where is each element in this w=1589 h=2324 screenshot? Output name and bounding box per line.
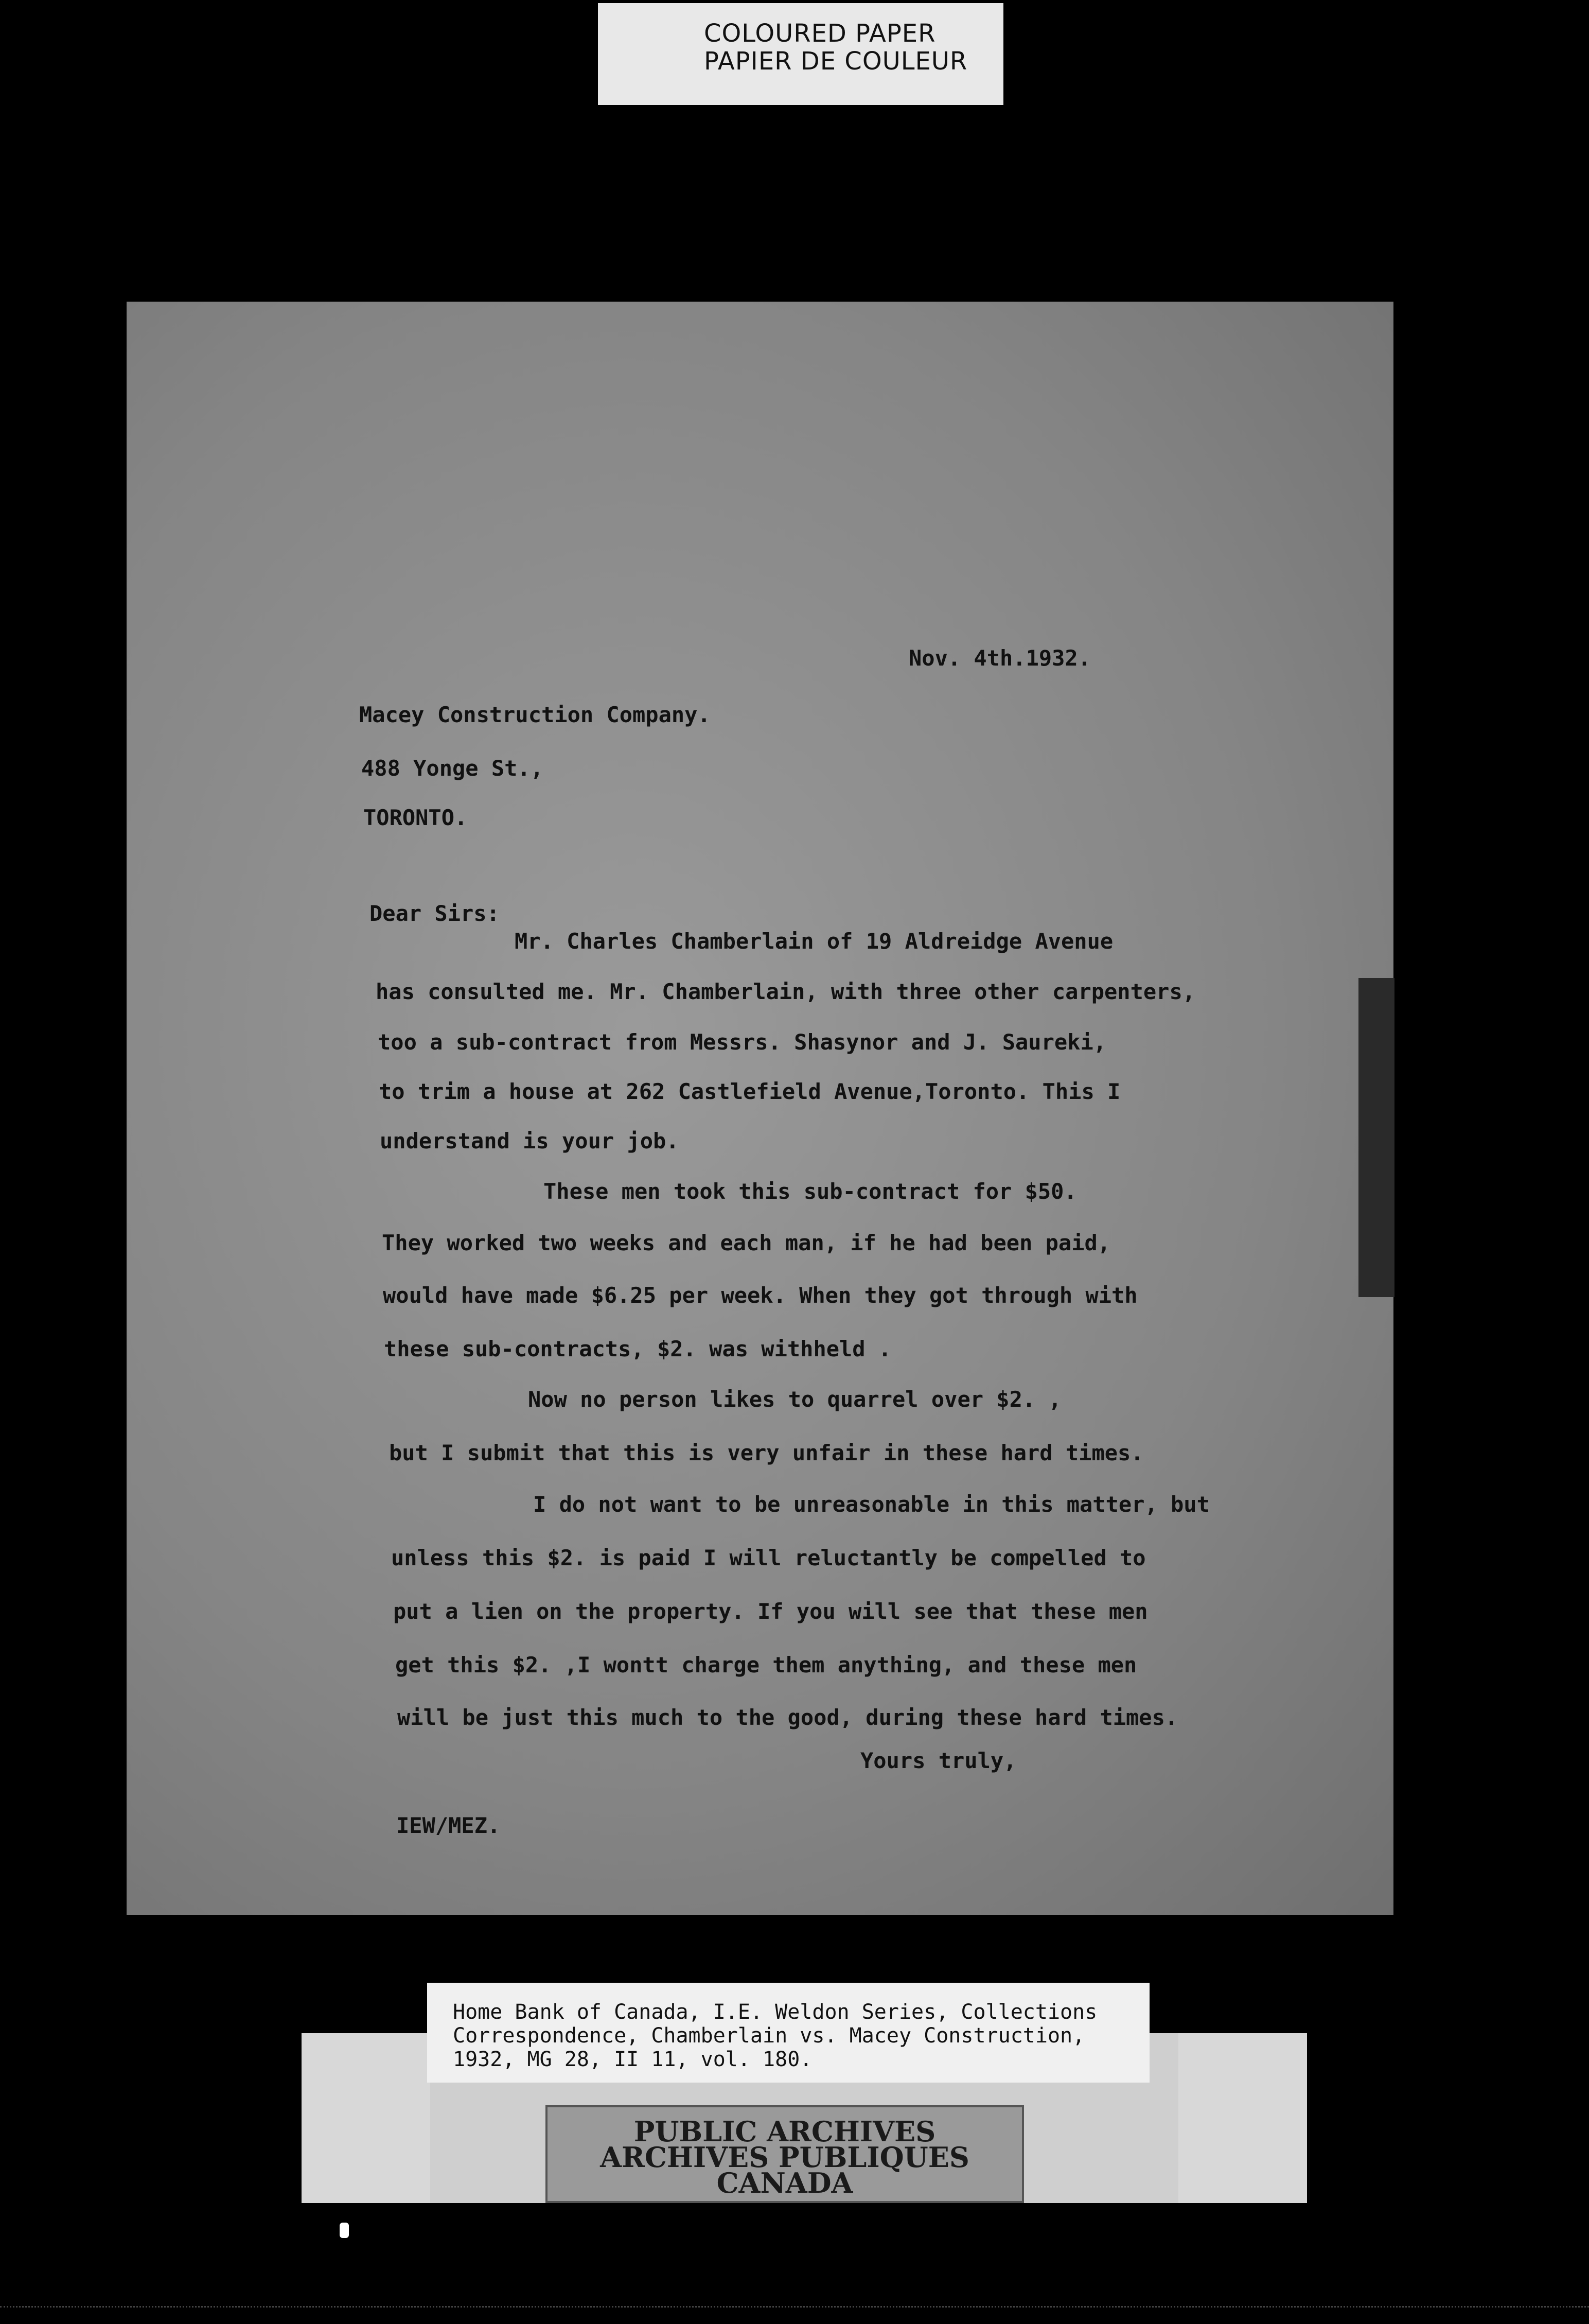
body-line: to trim a house at 262 Castlefield Avenue,Toronto. This I (379, 1079, 1121, 1104)
body-line: but I submit that this is very unfair in these hard times. (389, 1440, 1144, 1465)
body-line: I do not want to be unreasonable in this matter, but (533, 1492, 1210, 1517)
closing: Yours truly, (860, 1748, 1017, 1773)
body-line: will be just this much to the good, during these hard times. (397, 1705, 1178, 1730)
body-line: These men took this sub-contract for $50. (543, 1179, 1077, 1204)
folder-tab-right (1178, 2033, 1307, 2203)
folder-tab-left (302, 2033, 430, 2203)
body-line: Now no person likes to quarrel over $2. , (528, 1387, 1062, 1412)
body-line: put a lien on the property. If you will see that these men (393, 1599, 1148, 1624)
letter-date: Nov. 4th.1932. (909, 645, 1091, 671)
citation-line: Correspondence, Chamberlain vs. Macey Construction, (453, 2024, 1085, 2048)
body-line: They worked two weeks and each man, if he had been paid, (382, 1230, 1111, 1255)
letter-page (127, 302, 1393, 1915)
coloured-paper-label (598, 3, 1003, 105)
film-edge (0, 2306, 1589, 2324)
salutation: Dear Sirs: (369, 901, 500, 926)
archives-stamp (545, 2105, 1024, 2203)
addressee-line: TORONTO. (363, 805, 468, 830)
body-line: has consulted me. Mr. Chamberlain, with three other carpenters, (376, 979, 1196, 1004)
citation-label (427, 1983, 1150, 2083)
body-line: these sub-contracts, $2. was withheld . (384, 1336, 892, 1361)
letter-text (127, 302, 1393, 1915)
body-line: would have made $6.25 per week. When they got through with (383, 1283, 1138, 1308)
paper-torn-edge (1358, 978, 1394, 1297)
citation-line: Home Bank of Canada, I.E. Weldon Series, Collections (453, 2000, 1098, 2024)
stamp-line: CANADA (716, 2166, 853, 2199)
body-line: Mr. Charles Chamberlain of 19 Aldreidge Avenue (515, 929, 1114, 954)
body-line: too a sub-contract from Messrs. Shasynor and J. Saureki, (378, 1029, 1107, 1055)
body-line: get this $2. ,I wontt charge them anything, and these men (395, 1652, 1137, 1678)
body-line: understand is your job. (380, 1128, 679, 1154)
addressee-line: 488 Yonge St., (361, 756, 544, 781)
label-english: COLOURED PAPER (704, 19, 936, 48)
body-line: unless this $2. is paid I will reluctantly be compelled to (391, 1545, 1146, 1570)
label-french: PAPIER DE COULEUR (704, 47, 968, 76)
stamp-line: ARCHIVES PUBLIQUES (600, 2141, 969, 2174)
addressee-line: Macey Construction Company. (359, 702, 711, 727)
stamp-line: PUBLIC ARCHIVES (633, 2115, 936, 2148)
film-speck (340, 2223, 349, 2238)
citation-line: 1932, MG 28, II 11, vol. 180. (453, 2048, 813, 2071)
typist-initials: IEW/MEZ. (396, 1813, 501, 1838)
